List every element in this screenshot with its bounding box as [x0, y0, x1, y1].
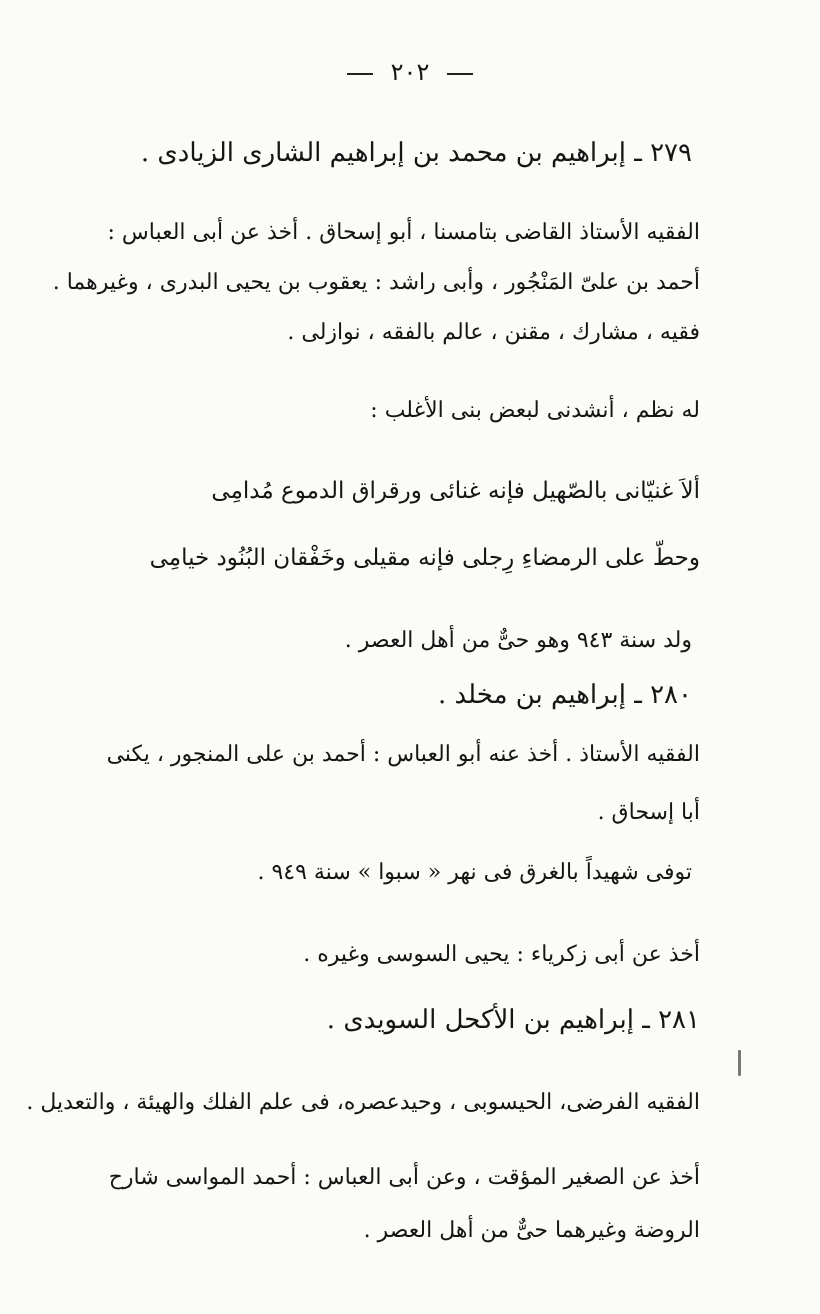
text-line: أخذ عن أبى زكرياء : يحيى السوسى وغيره .: [303, 942, 700, 967]
text-line: أحمد بن علىّ المَنْجُور ، وأبى راشد : يعقوب بن يحيى البدرى ، وغيرهما .: [52, 270, 700, 295]
poem-verse-2: وحطّ على الرمضاءِ رِجلى فإنه مقيلى وخَفْقان البُنُود خيامِى: [149, 545, 700, 571]
entry-281-heading: ٢٨١ ـ إبراهيم بن الأكحل السويدى .: [326, 1005, 700, 1035]
entry-280-heading: ٢٨٠ ـ إبراهيم بن مخلد .: [438, 680, 692, 710]
text-line: الفقيه الأستاذ القاضى بتامسنا ، أبو إسحاق . أخذ عن أبى العباس :: [107, 220, 700, 245]
page-number: ٢٠٢: [390, 58, 430, 86]
text-line: الفقيه الفرضى، الحيسوبى ، وحيدعصره، فى علم الفلك والهيئة ، والتعديل .: [26, 1090, 700, 1115]
text-line: الروضة وغيرهما حىٌّ من أهل العصر .: [363, 1218, 700, 1243]
entry-279-heading: ٢٧٩ ـ إبراهيم بن محمد بن إبراهيم الشارى الزيادى .: [140, 138, 692, 168]
text-line: الفقيه الأستاذ . أخذ عنه أبو العباس : أحمد بن على المنجور ، يكنى: [106, 742, 700, 767]
page-header: [0, 58, 820, 86]
header-dash-left: [347, 73, 373, 75]
text-line: أبا إسحاق .: [597, 800, 700, 825]
poem-verse-1: ألاَ غنيّانى بالصّهيل فإنه غنائى ورقراق الدموع مُدامِى: [211, 478, 700, 504]
text-line: ولد سنة ٩٤٣ وهو حىٌّ من أهل العصر .: [344, 628, 692, 653]
text-line: توفى شهيداً بالغرق فى نهر « سبوا » سنة ٩٤٩ .: [257, 860, 692, 885]
text-line: فقيه ، مشارك ، مقنن ، عالم بالفقه ، نوازلى .: [287, 320, 700, 345]
text-line: أخذ عن الصغير المؤقت ، وعن أبى العباس : أحمد المواسى شارح: [108, 1165, 700, 1190]
header-dash-right: [447, 73, 473, 75]
scan-mark: [738, 1050, 741, 1076]
text-line: له نظم ، أنشدنى لبعض بنى الأغلب :: [370, 398, 700, 423]
